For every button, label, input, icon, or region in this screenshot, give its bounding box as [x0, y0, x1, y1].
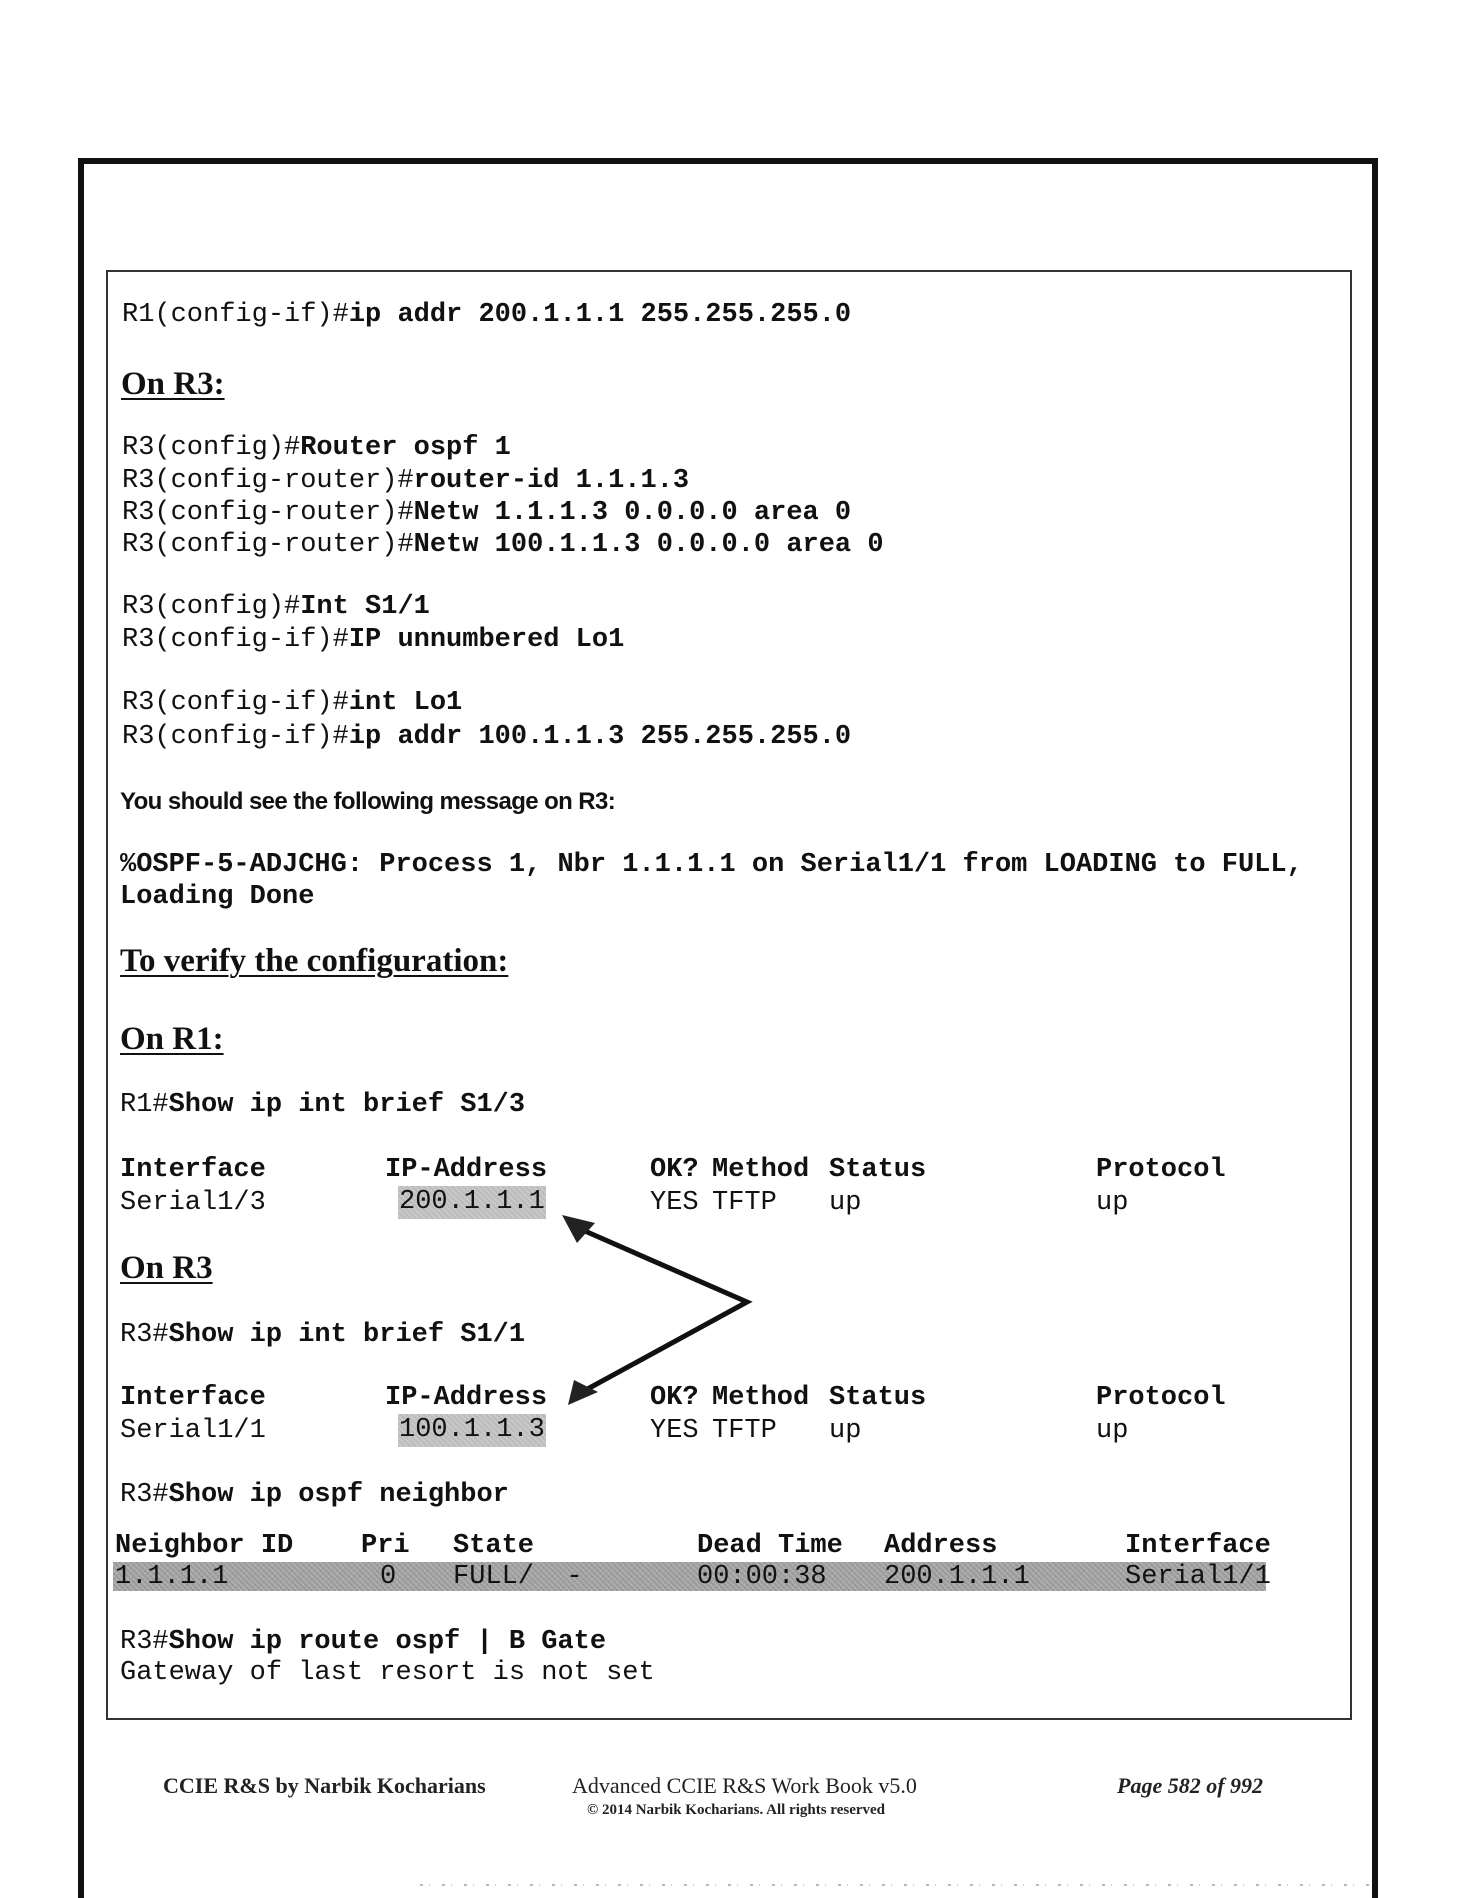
col-ok: OK?: [650, 1155, 699, 1185]
command: Show ip int brief S1/1: [168, 1320, 526, 1350]
ospf-log-line-2: Loading Done: [120, 882, 315, 912]
col-status: Status: [829, 1155, 927, 1185]
footer-page-number: Page 582 of 992: [1117, 1773, 1264, 1798]
prompt: R3(config-if)#: [122, 625, 349, 655]
heading-on-r3-verify: On R3: [120, 1250, 213, 1286]
col-neighbor-id: Neighbor ID: [115, 1531, 294, 1561]
footer-book-title: Advanced CCIE R&S Work Book v5.0: [572, 1773, 917, 1798]
col-pri: Pri: [361, 1531, 410, 1561]
col-ip-address: IP-Address: [385, 1383, 548, 1413]
footer-copyright: © 2014 Narbik Kocharians. All rights reserved: [587, 1802, 886, 1818]
col-address: Address: [884, 1531, 998, 1561]
cell-dead-time: 00:00:38: [697, 1562, 827, 1592]
cell-interface: Serial1/1: [120, 1416, 266, 1446]
cell-protocol: up: [1096, 1188, 1129, 1218]
command: Netw 1.1.1.3 0.0.0.0 area 0: [413, 498, 852, 528]
prompt: R3(config-router)#: [122, 530, 414, 560]
prompt: R3(config-router)#: [122, 466, 414, 496]
col-state: State: [453, 1531, 535, 1561]
cell-status: up: [829, 1188, 862, 1218]
command: Show ip int brief S1/3: [168, 1090, 526, 1120]
command: Netw 100.1.1.3 0.0.0.0 area 0: [413, 530, 884, 560]
cell-interface: Serial1/1: [1125, 1562, 1271, 1592]
cell-ok: YES: [650, 1188, 699, 1218]
footer-author: CCIE R&S by Narbik Kocharians: [163, 1773, 486, 1798]
route-output: Gateway of last resort is not set: [120, 1658, 655, 1688]
command: Int S1/1: [300, 592, 430, 622]
col-protocol: Protocol: [1096, 1155, 1226, 1185]
heading-verify: To verify the configuration:: [120, 943, 509, 979]
command: IP unnumbered Lo1: [348, 625, 625, 655]
cell-neighbor-id: 1.1.1.1: [115, 1562, 229, 1592]
cell-status: up: [829, 1416, 862, 1446]
prompt: R3(config)#: [122, 433, 301, 463]
prompt: R1#: [120, 1090, 169, 1120]
col-ok: OK?: [650, 1383, 699, 1413]
prompt: R3(config)#: [122, 592, 301, 622]
col-dead-time: Dead Time: [697, 1531, 843, 1561]
scan-artifact-line: [420, 1884, 1370, 1886]
cell-state: FULL/ -: [453, 1562, 583, 1592]
prompt: R3#: [120, 1480, 169, 1510]
cell-ip-address-highlighted: 100.1.1.3: [399, 1415, 545, 1445]
prompt: R3(config-if)#: [122, 688, 349, 718]
prompt: R3(config-router)#: [122, 498, 414, 528]
command: ip addr 100.1.1.3 255.255.255.0: [348, 722, 852, 752]
cell-protocol: up: [1096, 1416, 1129, 1446]
cell-interface: Serial1/3: [120, 1188, 266, 1218]
col-method: Method: [712, 1383, 810, 1413]
command: int Lo1: [348, 688, 463, 718]
cell-method: TFTP: [712, 1188, 777, 1218]
col-method: Method: [712, 1155, 810, 1185]
command: Show ip route ospf | B Gate: [168, 1627, 607, 1657]
ospf-log-line-1: %OSPF-5-ADJCHG: Process 1, Nbr 1.1.1.1 on Serial1/1 from LOADING to FULL,: [120, 850, 1303, 880]
cell-method: TFTP: [712, 1416, 777, 1446]
prompt: R3#: [120, 1320, 169, 1350]
col-interface: Interface: [120, 1383, 266, 1413]
prompt: R1(config-if)#: [122, 300, 349, 330]
col-protocol: Protocol: [1096, 1383, 1226, 1413]
message-note: You should see the following message on R3:: [120, 788, 616, 815]
cell-address: 200.1.1.1: [884, 1562, 1030, 1592]
cell-ip-address-highlighted: 200.1.1.1: [399, 1187, 545, 1217]
col-interface: Interface: [120, 1155, 266, 1185]
col-interface: Interface: [1125, 1531, 1271, 1561]
command: Router ospf 1: [300, 433, 511, 463]
col-ip-address: IP-Address: [385, 1155, 548, 1185]
command: ip addr 200.1.1.1 255.255.255.0: [348, 300, 852, 330]
heading-on-r3: On R3:: [121, 366, 225, 402]
cell-ok: YES: [650, 1416, 699, 1446]
col-status: Status: [829, 1383, 927, 1413]
arrow-line: [578, 1228, 747, 1392]
prompt: R3(config-if)#: [122, 722, 349, 752]
heading-on-r1: On R1:: [120, 1021, 224, 1057]
cell-pri: 0: [380, 1562, 397, 1592]
arrow-head-up-icon: [562, 1215, 595, 1243]
command: router-id 1.1.1.3: [413, 466, 690, 496]
command: Show ip ospf neighbor: [168, 1480, 509, 1510]
prompt: R3#: [120, 1627, 169, 1657]
